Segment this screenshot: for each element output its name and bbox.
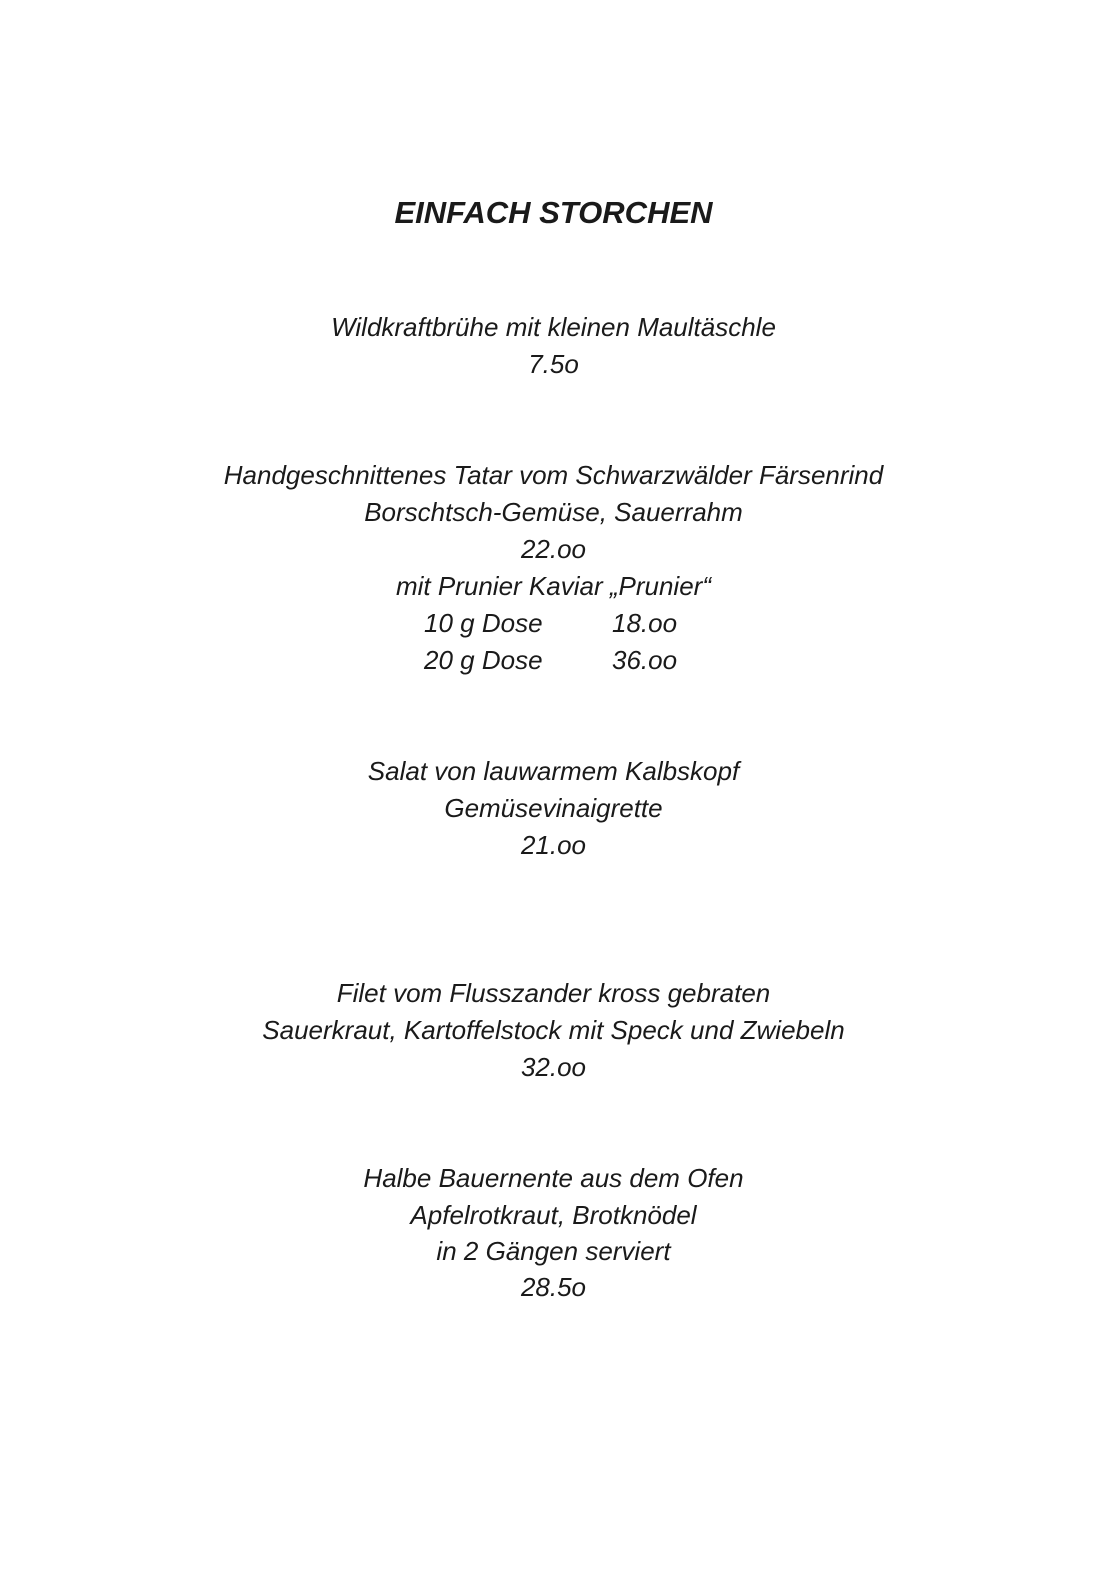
dish-price: 21.oo <box>520 830 587 860</box>
dish-description: Gemüsevinaigrette <box>444 793 663 823</box>
caviar-option-price: 18.oo <box>612 608 678 638</box>
dish-name: Wildkraftbrühe mit kleinen Maultäschle <box>331 312 776 342</box>
caviar-option <box>0 642 1107 678</box>
caviar-option-size: 10 g Dose <box>424 608 543 638</box>
dish-description: in 2 Gängen serviert <box>436 1236 671 1266</box>
dish-price: 22.oo <box>520 534 587 564</box>
caviar-addon-label: mit Prunier Kaviar „Prunier“ <box>396 571 711 601</box>
dish-description: Borschtsch-Gemüse, Sauerrahm <box>364 497 743 527</box>
caviar-option-size: 20 g Dose <box>424 645 543 675</box>
dish-name: Halbe Bauernente aus dem Ofen <box>363 1163 744 1193</box>
dish-price: 28.5o <box>520 1272 587 1302</box>
dish-description: Sauerkraut, Kartoffelstock mit Speck und Zwiebeln <box>262 1015 845 1045</box>
dish-name: Salat von lauwarmem Kalbskopf <box>367 756 740 786</box>
dish-name: Filet vom Flusszander kross gebraten <box>336 978 771 1008</box>
caviar-option-price: 36.oo <box>612 645 678 675</box>
dish-price: 32.oo <box>520 1052 587 1082</box>
dish-description: Apfelrotkraut, Brotknödel <box>410 1200 697 1230</box>
caviar-option <box>0 605 1107 641</box>
menu-title: EINFACH STORCHEN <box>394 195 713 230</box>
dish-name: Handgeschnittenes Tatar vom Schwarzwälder Färsenrind <box>223 460 884 490</box>
dish-price: 7.5o <box>528 349 579 379</box>
